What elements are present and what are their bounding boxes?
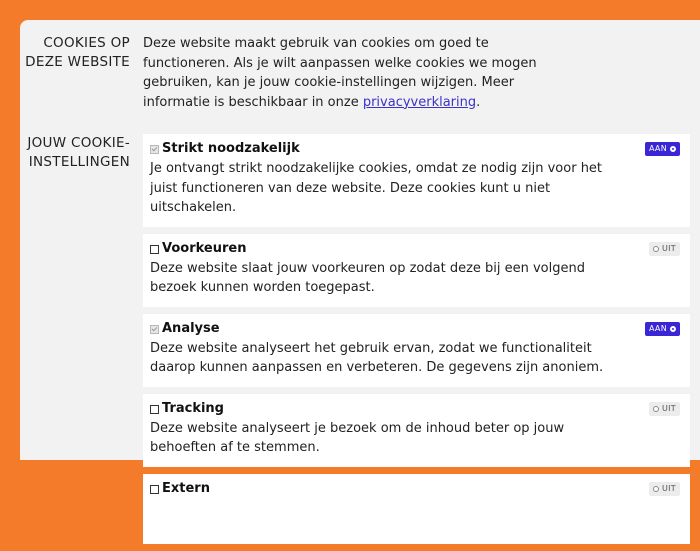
- toggle-label: AAN: [648, 323, 667, 333]
- card-header: [150, 400, 620, 417]
- toggle-label: AAN: [648, 144, 667, 153]
- strictly-necessary-checkbox[interactable]: [150, 145, 159, 154]
- card-title: Voorkeuren: [162, 240, 247, 256]
- card-title: Analyse: [162, 320, 220, 336]
- external-checkbox[interactable]: [150, 485, 159, 494]
- preferences-checkbox[interactable]: [150, 245, 159, 254]
- strictly-necessary-toggle[interactable]: [645, 142, 680, 156]
- cookie-card-preferences: [143, 234, 690, 307]
- cookie-card-tracking: [143, 394, 690, 467]
- tracking-toggle[interactable]: [649, 402, 680, 416]
- card-title: Strikt noodzakelijk: [162, 141, 300, 156]
- preferences-toggle[interactable]: [649, 242, 680, 256]
- toggle-dot-icon: [653, 406, 659, 412]
- intro-heading: COOKIES OP DEZE WEBSITE: [25, 35, 130, 70]
- toggle-dot-icon: [653, 486, 659, 492]
- settings-heading: JOUW COOKIE-INSTELLINGEN: [27, 135, 130, 170]
- card-description: Deze website analyseert het gebruik ervan, zodat we functionaliteit daarop kunnen aanpassen en verbeteren. De gegevens zijn anoniem.: [150, 340, 604, 375]
- tracking-checkbox[interactable]: [150, 405, 159, 414]
- privacy-link[interactable]: privacyverklaring: [362, 94, 477, 110]
- toggle-label: UIT: [661, 483, 676, 493]
- intro-period: .: [476, 94, 481, 110]
- card-description: Je ontvangt strikt noodzakelijke cookies, omdat ze nodig zijn voor het juist functioneren van deze website. Deze cookies kunt u niet uitschakelen.: [150, 161, 603, 215]
- cookie-card-external: [143, 474, 690, 544]
- cookie-card-strictly-necessary: [143, 134, 690, 227]
- card-title: Tracking: [162, 400, 224, 416]
- intro-body: Deze website maakt gebruik van cookies om goed te functioneren. Als je wilt aanpassen welke cookies we mogen gebruiken, kan je jouw cookie-instellingen wijzigen. Meer informatie is beschikbaar in onze: [143, 36, 537, 110]
- analytics-checkbox[interactable]: [150, 325, 159, 334]
- cookie-card-analytics: [143, 314, 690, 387]
- toggle-label: UIT: [661, 243, 676, 253]
- card-header: [150, 480, 620, 497]
- analytics-toggle[interactable]: [645, 322, 680, 336]
- toggle-dot-icon: [653, 246, 659, 252]
- intro-text: [143, 34, 563, 112]
- card-header: [150, 320, 620, 337]
- external-toggle[interactable]: [649, 482, 680, 496]
- card-title: Extern: [162, 480, 210, 496]
- cookie-card-list: [143, 134, 690, 551]
- toggle-dot-icon: [670, 146, 676, 152]
- card-header: [150, 240, 620, 257]
- toggle-label: UIT: [661, 403, 676, 413]
- card-description: Deze website analyseert je bezoek om de inhoud beter op jouw behoeften af te stemmen.: [150, 420, 565, 455]
- toggle-dot-icon: [670, 326, 676, 332]
- card-description: Deze website slaat jouw voorkeuren op zodat deze bij een volgend bezoek kunnen worden toegepast.: [150, 260, 585, 295]
- cookie-settings-panel: [20, 20, 700, 496]
- card-header: [150, 140, 620, 157]
